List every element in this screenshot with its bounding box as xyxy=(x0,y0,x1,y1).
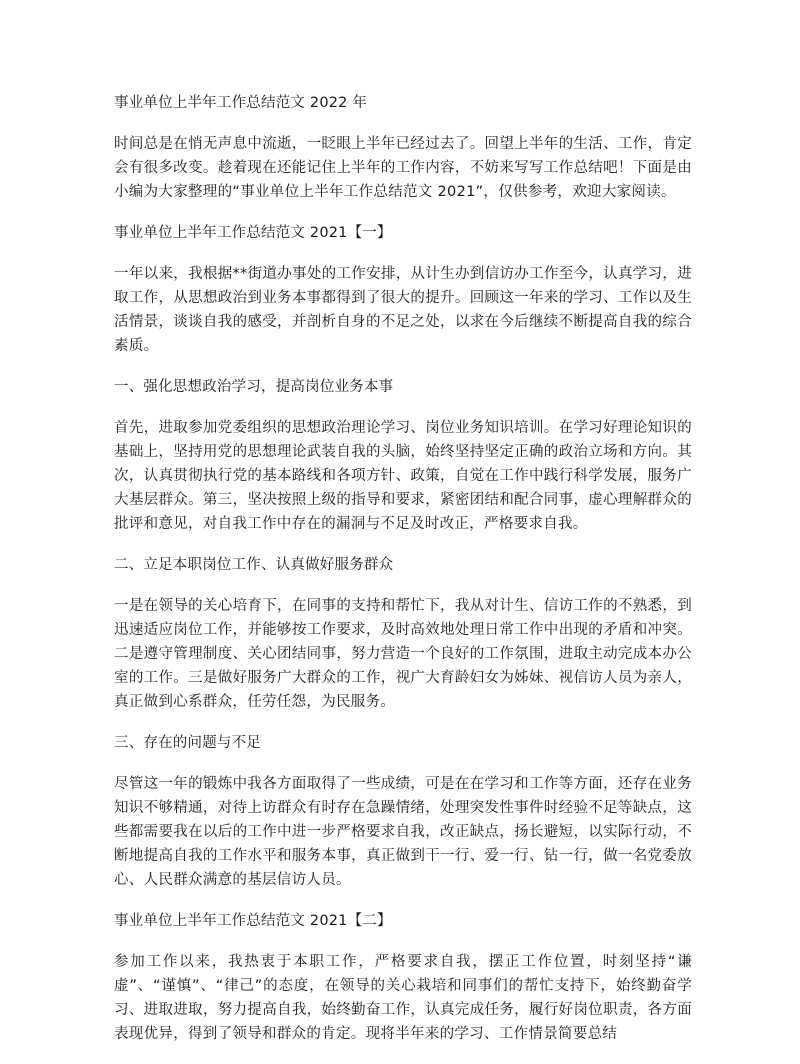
document-title: 事业单位上半年工作总结范文 2022 年 xyxy=(114,95,368,111)
section-1-title: 事业单位上半年工作总结范文 2021【一】 xyxy=(114,225,392,241)
paragraph-1: 首先，进取参加党委组织的思想政治理论学习、岗位业务知识培训。在学习好理论知识的基础上，坚持用党的思想理论武装自我的头脑，始终坚持坚定正确的政治立场和方向。其次，认真贯彻执行党的基本路线和各项方针、政策，自觉在工作中践行科学发展，服务广大基层群众。第三，坚决按照上级的指导和要求，紧密团结和配合同事，虚心理解群众的批评和意见，对自我工作中存在的漏洞与不足及时改正，严格要求自我。 xyxy=(114,420,692,532)
section-2-title: 事业单位上半年工作总结范文 2021【二】 xyxy=(114,913,392,929)
document-page xyxy=(114,92,692,1064)
paragraph-2: 一是在领导的关心培育下，在同事的支持和帮忙下，我从对计生、信访工作的不熟悉，到迅速适应岗位工作，并能够按工作要求，及时高效地处理日常工作中出现的矛盾和冲突。二是遵守管理制度、关心团结同事，努力营造一个良好的工作氛围，进取主动完成本办公室的工作。三是做好服务广大群众的工作，视广大育龄妇女为姊妹、视信访人员为亲人，真正做到心系群众，任劳任怨，为民服务。 xyxy=(114,598,692,710)
heading-1: 一、强化思想政治学习，提高岗位业务本事 xyxy=(114,379,394,395)
heading-2: 二、立足本职岗位工作、认真做好服务群众 xyxy=(114,557,394,573)
heading-3: 三、存在的问题与不足 xyxy=(114,735,261,751)
section-2-intro-paragraph: 参加工作以来，我热衷于本职工作，严格要求自我，摆正工作位置，时刻坚持“谦虚”、“谨慎”、“律己”的态度，在领导的关心栽培和同事们的帮忙支持下，始终勤奋学习、进取进取，努力提高自我，始终勤奋工作，认真完成任务，履行好岗位职责，各方面表现优异，得到了领导和群众的肯定。现将半年来的学习、工作情景简要总结 xyxy=(114,954,692,1042)
intro-paragraph: 时间总是在悄无声息中流逝，一眨眼上半年已经过去了。回望上半年的生活、工作，肯定会有很多改变。趁着现在还能记住上半年的工作内容，不妨来写写工作总结吧！下面是由小编为大家整理的“事业单位上半年工作总结范文 2021”，仅供参考，欢迎大家阅读。 xyxy=(114,136,692,200)
paragraph-3: 尽管这一年的锻炼中我各方面取得了一些成绩，可是在在学习和工作等方面，还存在业务知识不够精通，对待上访群众有时存在急躁情绪，处理突发性事件时经验不足等缺点，这些都需要我在以后的工作中进一步严格要求自我，改正缺点，扬长避短，以实际行动，不断地提高自我的工作水平和服务本事，真正做到干一行、爱一行、钻一行，做一名党委放心、人民群众满意的基层信访人员。 xyxy=(114,776,692,888)
section-1-intro-paragraph: 一年以来，我根据**街道办事处的工作安排，从计生办到信访办工作至今，认真学习，进取工作，从思想政治到业务本事都得到了很大的提升。回顾这一年来的学习、工作以及生活情景，谈谈自我的感受，并剖析自身的不足之处，以求在今后继续不断提高自我的综合素质。 xyxy=(114,266,692,354)
